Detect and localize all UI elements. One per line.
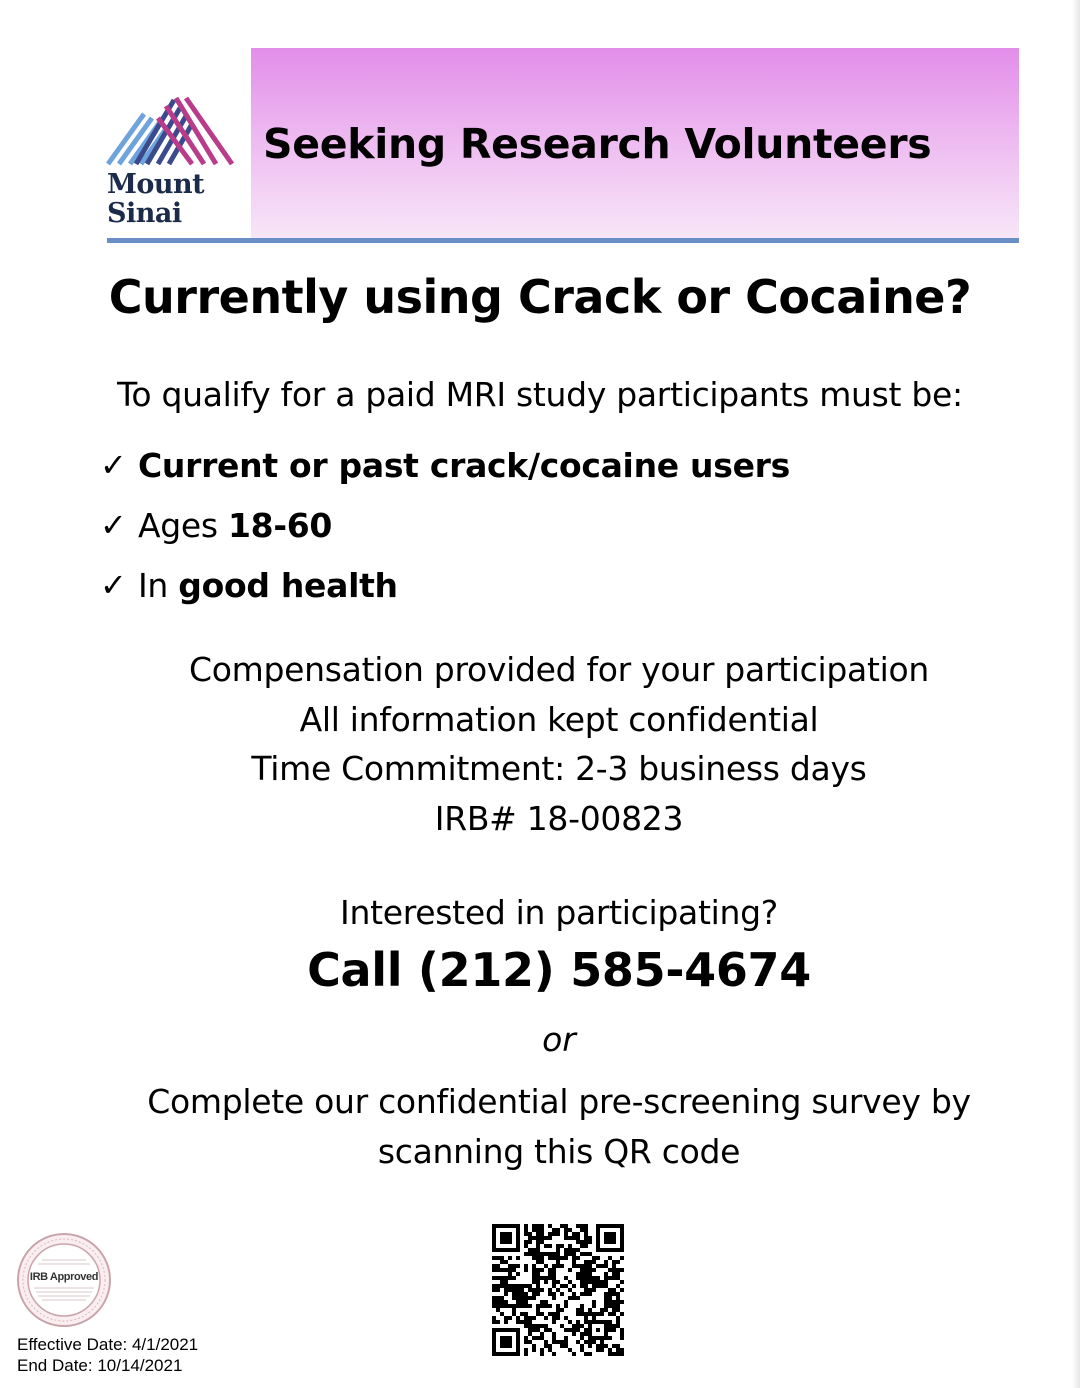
call-phone-number[interactable]: Call (212) 585-4674	[307, 943, 811, 997]
info-irb-number: IRB# 18-00823	[434, 798, 684, 838]
approval-dates	[17, 1334, 198, 1376]
end-date: End Date: 10/14/2021	[17, 1356, 183, 1375]
info-confidential: All information kept confidential	[299, 699, 819, 739]
criteria-text-bold: good health	[178, 565, 398, 605]
header-banner	[251, 48, 1019, 238]
qr-code-icon[interactable]	[492, 1224, 624, 1356]
logo-line-1: Mount	[107, 169, 205, 200]
mount-sinai-logo-mark	[106, 94, 236, 166]
survey-line-1: Complete our confidential pre-screening survey by	[147, 1082, 971, 1121]
criteria-text-bold: 18-60	[228, 505, 333, 545]
criteria-text: Ages	[138, 505, 229, 545]
qualify-intro: To qualify for a paid MRI study participants must be:	[117, 375, 963, 414]
qr-code-graphic	[492, 1224, 624, 1356]
check-icon: ✓	[100, 506, 127, 544]
logo-line-2: Sinai	[107, 198, 182, 229]
criteria-item	[100, 435, 790, 495]
or-separator: or	[542, 1020, 576, 1059]
study-info	[0, 645, 1080, 843]
header-divider	[107, 238, 1019, 243]
survey-line-2: scanning this QR code	[377, 1132, 741, 1171]
mount-sinai-logo	[106, 94, 236, 244]
effective-date: Effective Date: 4/1/2021	[17, 1335, 199, 1354]
info-time-commitment: Time Commitment: 2-3 business days	[251, 749, 867, 788]
criteria-item	[100, 495, 790, 555]
survey-instructions	[38, 1077, 1080, 1177]
check-icon: ✓	[100, 566, 127, 604]
logo-wordmark	[107, 170, 204, 228]
criteria-text-bold: Current or past crack/cocaine users	[138, 445, 790, 485]
criteria-list	[100, 435, 790, 615]
check-icon: ✓	[100, 446, 127, 484]
page-headline: Currently using Crack or Cocaine?	[108, 270, 972, 324]
seal-label: IRB Approved	[29, 1271, 99, 1283]
criteria-text: In	[138, 565, 179, 605]
irb-approved-seal-icon	[16, 1232, 112, 1328]
interested-prompt: Interested in participating?	[340, 893, 778, 932]
criteria-item	[100, 555, 790, 615]
banner-title: Seeking Research Volunteers	[263, 120, 932, 168]
info-compensation: Compensation provided for your participation	[189, 650, 929, 689]
